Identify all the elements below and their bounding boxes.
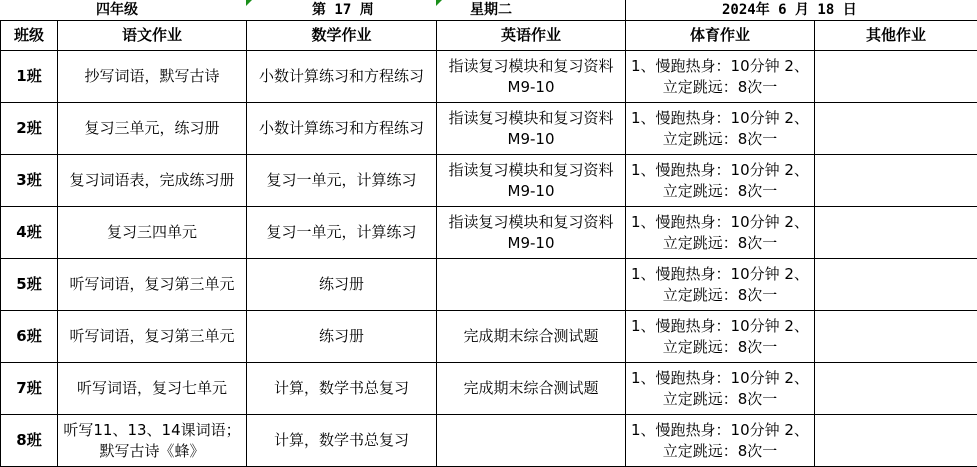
other-cell[interactable] bbox=[815, 51, 977, 103]
math-cell[interactable]: 计算，数学书总复习 bbox=[247, 363, 437, 415]
header-chinese[interactable]: 语文作业 bbox=[58, 21, 247, 51]
table-row bbox=[1, 51, 977, 103]
math-cell[interactable]: 练习册 bbox=[247, 259, 437, 311]
english-cell[interactable]: 指读复习模块和复习资料M9-10 bbox=[437, 155, 626, 207]
pe-cell[interactable]: 1、慢跑热身：10分钟 2、立定跳远：8次一 bbox=[626, 155, 815, 207]
weekday-cell[interactable] bbox=[436, 0, 625, 20]
header-pe[interactable]: 体育作业 bbox=[626, 21, 815, 51]
title-row bbox=[0, 0, 977, 20]
header-english[interactable]: 英语作业 bbox=[437, 21, 626, 51]
class-cell[interactable]: 6班 bbox=[1, 311, 58, 363]
english-cell[interactable] bbox=[437, 259, 626, 311]
pe-cell[interactable]: 1、慢跑热身：10分钟 2、立定跳远：8次一 bbox=[626, 363, 815, 415]
english-cell[interactable]: 完成期末综合测试题 bbox=[437, 363, 626, 415]
header-other[interactable]: 其他作业 bbox=[815, 21, 977, 51]
chinese-cell[interactable]: 听写词语，复习第三单元 bbox=[58, 311, 247, 363]
table-row bbox=[1, 311, 977, 363]
class-cell[interactable]: 5班 bbox=[1, 259, 58, 311]
english-cell[interactable]: 完成期末综合测试题 bbox=[437, 311, 626, 363]
other-cell[interactable] bbox=[815, 311, 977, 363]
other-cell[interactable] bbox=[815, 415, 977, 467]
weekday-label: 星期二 bbox=[470, 2, 512, 18]
homework-table bbox=[0, 20, 977, 467]
chinese-cell[interactable]: 听写词语，复习七单元 bbox=[58, 363, 247, 415]
math-cell[interactable]: 小数计算练习和方程练习 bbox=[247, 103, 437, 155]
math-cell[interactable]: 练习册 bbox=[247, 311, 437, 363]
pe-cell[interactable]: 1、慢跑热身：10分钟 2、立定跳远：8次一 bbox=[626, 51, 815, 103]
chinese-cell[interactable]: 复习三四单元 bbox=[58, 207, 247, 259]
week-cell[interactable] bbox=[246, 0, 436, 20]
table-row bbox=[1, 415, 977, 467]
chinese-cell[interactable]: 复习词语表，完成练习册 bbox=[58, 155, 247, 207]
chinese-cell[interactable]: 复习三单元，练习册 bbox=[58, 103, 247, 155]
table-row bbox=[1, 103, 977, 155]
chinese-cell[interactable]: 听写11、13、14课词语；默写古诗《蜂》 bbox=[58, 415, 247, 467]
class-cell[interactable]: 2班 bbox=[1, 103, 58, 155]
pe-cell[interactable]: 1、慢跑热身：10分钟 2、立定跳远：8次一 bbox=[626, 207, 815, 259]
math-cell[interactable]: 复习一单元，计算练习 bbox=[247, 155, 437, 207]
date-cell[interactable] bbox=[625, 0, 977, 20]
pe-cell[interactable]: 1、慢跑热身：10分钟 2、立定跳远：8次一 bbox=[626, 311, 815, 363]
cell-comment-marker-icon bbox=[246, 0, 252, 6]
other-cell[interactable] bbox=[815, 259, 977, 311]
class-cell[interactable]: 7班 bbox=[1, 363, 58, 415]
class-cell[interactable]: 1班 bbox=[1, 51, 58, 103]
pe-cell[interactable]: 1、慢跑热身：10分钟 2、立定跳远：8次一 bbox=[626, 415, 815, 467]
english-cell[interactable]: 指读复习模块和复习资料M9-10 bbox=[437, 51, 626, 103]
english-cell[interactable]: 指读复习模块和复习资料M9-10 bbox=[437, 103, 626, 155]
other-cell[interactable] bbox=[815, 103, 977, 155]
header-math[interactable]: 数学作业 bbox=[247, 21, 437, 51]
math-cell[interactable]: 小数计算练习和方程练习 bbox=[247, 51, 437, 103]
date-label: 2024年 6 月 18 日 bbox=[722, 2, 857, 18]
grade-cell[interactable] bbox=[0, 0, 246, 20]
other-cell[interactable] bbox=[815, 155, 977, 207]
pe-cell[interactable]: 1、慢跑热身：10分钟 2、立定跳远：8次一 bbox=[626, 259, 815, 311]
english-cell[interactable] bbox=[437, 415, 626, 467]
math-cell[interactable]: 计算，数学书总复习 bbox=[247, 415, 437, 467]
pe-cell[interactable]: 1、慢跑热身：10分钟 2、立定跳远：8次一 bbox=[626, 103, 815, 155]
chinese-cell[interactable]: 听写词语，复习第三单元 bbox=[58, 259, 247, 311]
header-class[interactable]: 班级 bbox=[1, 21, 58, 51]
table-row bbox=[1, 207, 977, 259]
cell-comment-marker-icon bbox=[436, 0, 442, 6]
class-cell[interactable]: 8班 bbox=[1, 415, 58, 467]
header-row bbox=[1, 21, 977, 51]
week-label: 第 17 周 bbox=[312, 2, 374, 18]
other-cell[interactable] bbox=[815, 207, 977, 259]
english-cell[interactable]: 指读复习模块和复习资料M9-10 bbox=[437, 207, 626, 259]
class-cell[interactable]: 4班 bbox=[1, 207, 58, 259]
other-cell[interactable] bbox=[815, 363, 977, 415]
table-row bbox=[1, 363, 977, 415]
grade-label: 四年级 bbox=[96, 2, 138, 18]
chinese-cell[interactable]: 抄写词语，默写古诗 bbox=[58, 51, 247, 103]
table-row bbox=[1, 259, 977, 311]
class-cell[interactable]: 3班 bbox=[1, 155, 58, 207]
math-cell[interactable]: 复习一单元，计算练习 bbox=[247, 207, 437, 259]
table-row bbox=[1, 155, 977, 207]
